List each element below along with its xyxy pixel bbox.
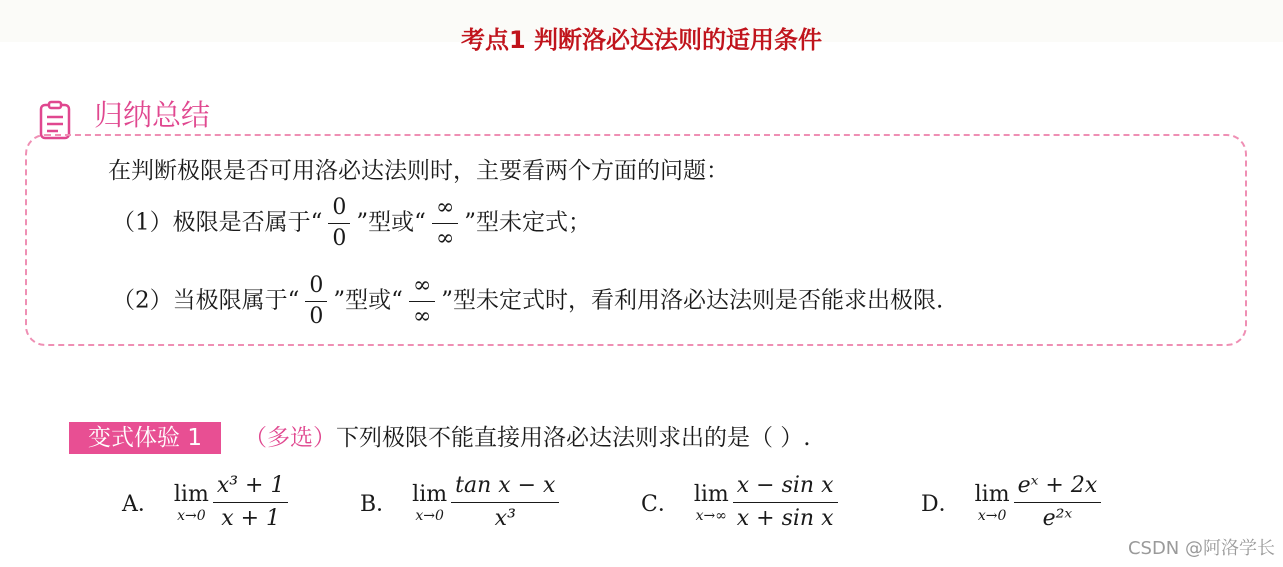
choice-fraction: eˣ + 2x e²ˣ [1014, 472, 1102, 533]
exercise-badge: 变式体验 1 [69, 422, 221, 454]
exercise-question: 下列极限不能直接用洛必达法则求出的是（ ）. [336, 425, 811, 451]
choice-d[interactable] [921, 472, 1101, 533]
summary-item-1 [112, 193, 591, 254]
summary-item-2 [112, 271, 943, 332]
limit-operator: lim x→∞ [693, 481, 729, 524]
limit-operator: lim x→0 [173, 481, 209, 524]
fraction-inf-over-inf: $\frac{\infty}{\infty}$ [432, 193, 458, 254]
summary-heading: 归纳总结 [94, 98, 211, 132]
choice-fraction: x³ + 1 x + 1 [213, 472, 289, 533]
choice-a[interactable] [122, 472, 288, 533]
item2-suffix: ”型未定式时，看利用洛必达法则是否能求出极限. [441, 287, 944, 314]
watermark: CSDN @阿洛学长 [1127, 538, 1275, 559]
choice-label: D． [921, 492, 961, 517]
item2-prefix: （2）当极限属于“ [112, 287, 300, 314]
fraction-zero-over-zero: $\frac{0}{0}$ [305, 271, 327, 332]
summary-intro: 在判断极限是否可用洛必达法则时，主要看两个方面的问题： [108, 158, 729, 184]
choice-c[interactable] [641, 472, 838, 533]
fraction-inf-over-inf: $\frac{\infty}{\infty}$ [409, 271, 435, 332]
multi-select-tag: （多选） [244, 425, 336, 451]
limit-operator: lim x→0 [974, 481, 1010, 524]
page-title: 考点1 判断洛必达法则的适用条件 [460, 26, 823, 54]
choice-b[interactable] [360, 472, 559, 533]
exercise-question-line [244, 423, 811, 453]
limit-operator: lim x→0 [412, 481, 448, 524]
item1-mid: ”型或“ [356, 209, 426, 236]
fraction-zero-over-zero: $\frac{0}{0}$ [328, 193, 350, 254]
choice-label: A． [122, 492, 160, 517]
choice-fraction: x − sin x x + sin x [733, 472, 838, 533]
item2-mid: ”型或“ [333, 287, 403, 314]
choice-fraction: tan x − x x³ [451, 472, 559, 533]
choice-label: B． [360, 492, 399, 517]
item1-prefix: （1）极限是否属于“ [112, 209, 323, 236]
choice-label: C． [641, 492, 680, 517]
item1-suffix: ”型未定式； [464, 209, 592, 236]
